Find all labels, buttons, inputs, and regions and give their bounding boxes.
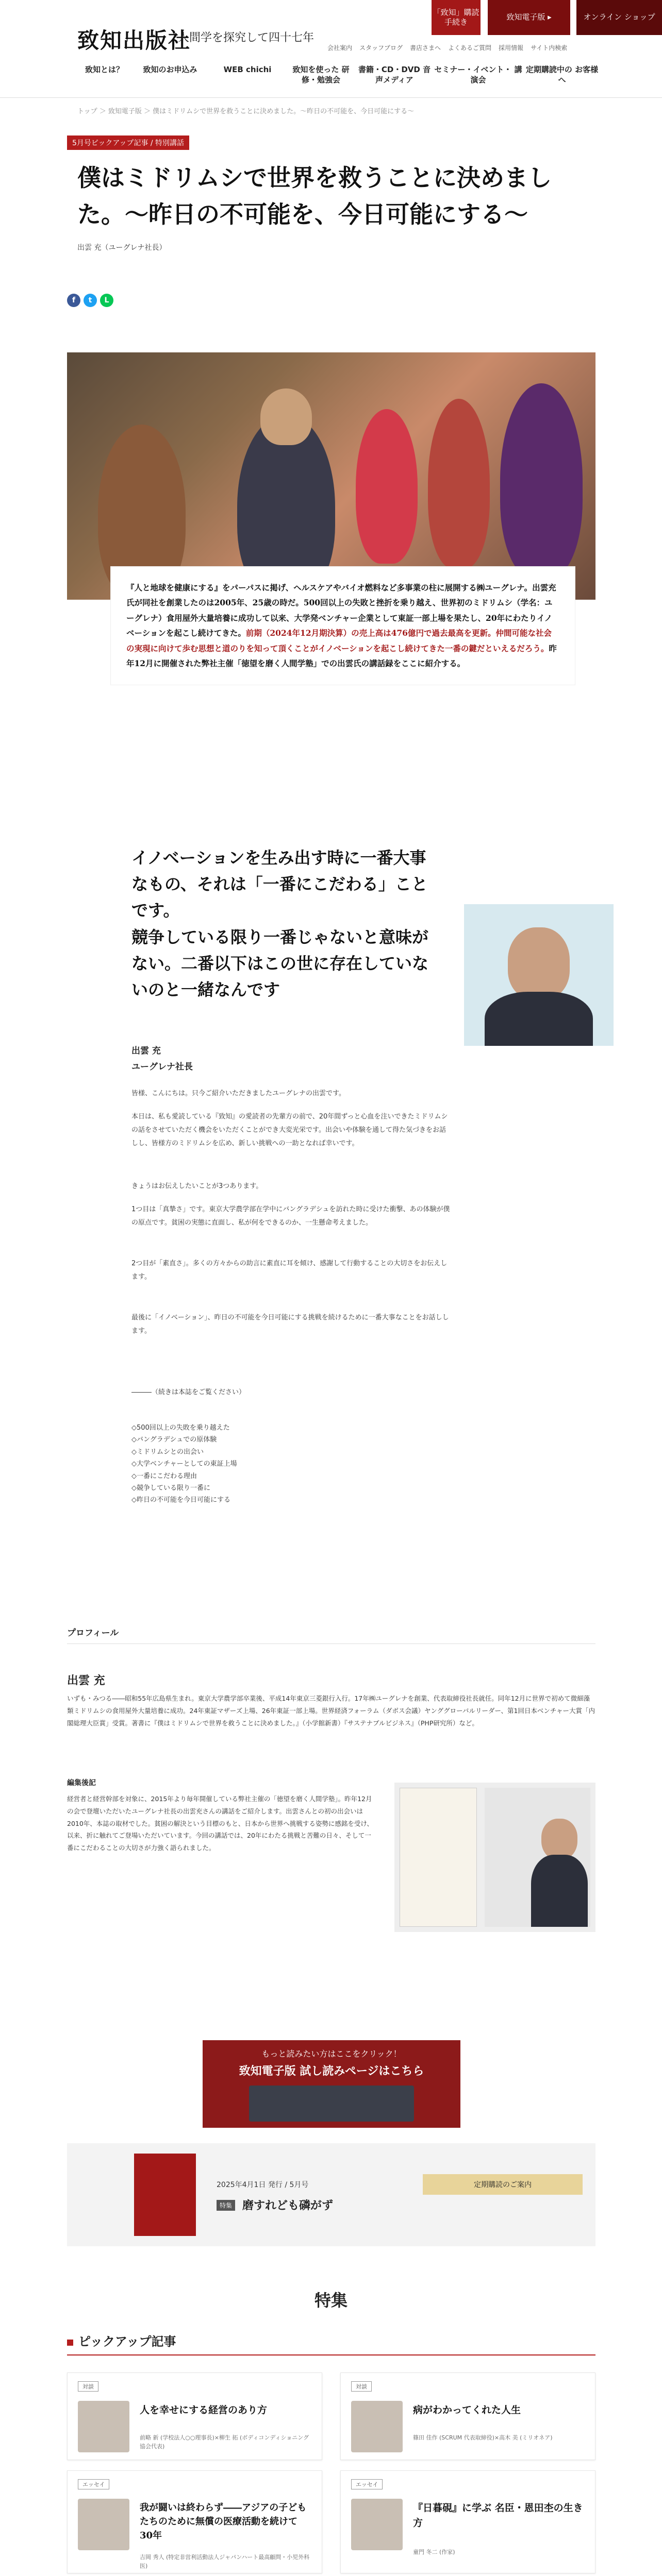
- subscribe-button[interactable]: 「致知」購読 手続き: [432, 0, 481, 35]
- child-figure: [428, 399, 490, 569]
- caption-highlight: 前期（2024年12月期決算）の売上高は476億円で過去最高を更新。仲間可能な社会の実現に向けて歩む思想と道のりを知って頂くことがイノベーションを起こし続けてきた一番の鍵だといえるだろう。: [126, 628, 552, 653]
- util-link[interactable]: 書店さまへ: [410, 44, 441, 52]
- author-line: 出雲 充（ユーグレナ社長）: [77, 244, 167, 252]
- article-card[interactable]: [67, 2470, 322, 2573]
- online-shop-button[interactable]: オンライン ショップ: [576, 0, 662, 35]
- issue-theme-label: 特集: [217, 2200, 235, 2211]
- card-author: 前略 新 (学校法人○○理事長)×柳生 拓 (ボディコンディショニング協会代表): [140, 2434, 309, 2450]
- portrait-suit: [531, 1855, 588, 1927]
- nav-item[interactable]: 致知のお申込み: [143, 65, 197, 74]
- card-author: 童門 冬二 (作家): [413, 2549, 455, 2555]
- body-paragraph: 最後に「イノベーション」、昨日の不可能を今日可能にする挑戦を続けるために一番大事なことをお話しします。: [131, 1314, 449, 1335]
- nav-item[interactable]: 書籍・CD・DVD 音声メディア: [358, 65, 431, 84]
- magazine-spread: [485, 1788, 590, 1927]
- breadcrumb[interactable]: トップ ＞ 致知電子版 ＞ 僕はミドリムシで世界を救うことに決めました。〜昨日の不可能を、今日可能にする〜: [77, 108, 415, 115]
- nav-item[interactable]: セミナー・イベント・ 講演会: [434, 65, 522, 84]
- card-label: 対談: [78, 2381, 98, 2392]
- card-thumbnail: [351, 2499, 403, 2550]
- caption-text: 『人と地球を健康にする』をパーパスに掲げ、ヘルスケアやバイオ燃料など多事業の柱に展開する㈱ユーグレナ。出雲充氏が同社を創業したのは2005年、25歳の時だ。500回以上の失敗と挫折を乗り越え、世界初のミドリムシ（学名：ユーグレナ）食用屋外大量培養に成功して以来、大学発ベンチャー企業として東証一部上場を果たし、20年にわたりイノベーションを起こし続けてきた。: [126, 583, 556, 638]
- pickup-heading-text: ピックアップ記事: [78, 2334, 176, 2349]
- body-paragraph: 2つ目が「素直さ」。多くの方々からの助言に素直に耳を傾け、感謝して行動することの大切さをお伝えします。: [131, 1260, 448, 1281]
- editor-text: 経営者と経営幹部を対象に、2015年より毎年開催している弊社主催の「徳望を磨く人間学塾」。昨年12月の会で登壇いただいたユーグレナ社長の出雲充さんの講話をご紹介します。出雲さんとの初の出会いは2010年、本誌の取材でした。貧困の解決という目標のもと、日本から世界へ挑戦する姿勢に感銘を受け、以来、折に触れてご登場いただいています。今回の講話では、20年にわたる挑戦と苦難の日々、そして一番にこだわることの大切さが力強く語られました。: [67, 1795, 373, 1852]
- child-figure: [356, 409, 418, 564]
- pickup-heading: [67, 2331, 595, 2355]
- issue-cover: [134, 2154, 196, 2236]
- line-icon[interactable]: L: [100, 294, 113, 307]
- square-icon: [67, 2340, 73, 2346]
- toc-item: ◇一番にこだわる理由: [131, 1472, 197, 1480]
- trial-read-banner[interactable]: [203, 2040, 460, 2128]
- card-author: 吉岡 秀人 (特定非営利活動法人ジャパンハート最高顧問・小児外科医): [140, 2554, 310, 2569]
- util-link[interactable]: スタッフブログ: [359, 44, 403, 52]
- main-nav: [0, 58, 662, 98]
- device-mockup: [249, 2086, 414, 2122]
- magazine-page: [400, 1788, 477, 1927]
- utility-nav: [327, 43, 657, 52]
- toc-list: [131, 1422, 451, 1506]
- share-buttons: [67, 294, 113, 307]
- man-face: [260, 388, 312, 445]
- card-label: エッセイ: [78, 2479, 109, 2489]
- util-link[interactable]: 採用情報: [499, 44, 524, 52]
- ebook-button[interactable]: 致知電子版 ▸: [488, 0, 570, 35]
- portrait-face: [508, 927, 570, 999]
- hero-photo: [67, 352, 595, 600]
- article-card[interactable]: [67, 2372, 322, 2460]
- card-label: エッセイ: [351, 2479, 383, 2489]
- body-paragraph: 1つ目は「真摯さ」です。東京大学農学部在学中にバングラデシュを訪れた時に受けた衝撃、あの体験が僕の原点です。貧困の実態に直面し、私が何をできるのか、一生懸命考えました。: [131, 1206, 450, 1227]
- card-title: 人を幸せにする経営のあり方: [140, 2404, 268, 2416]
- speaker-portrait: [464, 904, 614, 1046]
- special-title: 特集: [314, 2291, 347, 2310]
- util-link[interactable]: 会社案内: [327, 44, 353, 52]
- current-issue: [67, 2143, 595, 2246]
- nav-item[interactable]: 定期購読中の お客様へ: [525, 65, 599, 84]
- category-tag[interactable]: 5月号ピックアップ記事 / 特別講話: [67, 135, 189, 150]
- util-link[interactable]: サイト内検索: [531, 44, 568, 52]
- body-paragraph: 皆様、こんにちは。只今ご紹介いただきましたユーグレナの出雲です。: [131, 1090, 345, 1097]
- util-link[interactable]: よくあるご質問: [448, 44, 492, 52]
- profile-bio: いずも・みつる――昭和55年広島県生まれ。東京大学農学部卒業後、平成14年東京三菱銀行入行。17年㈱ユーグレナを創業、代表取締役社長就任。同年12月に世界で初めて微細藻類ミドリムシの食用屋外大量培養に成功。24年東証マザーズ上場、26年東証一部上場。世界経済フォーラム（ダボス会議）ヤンググローバルリーダー、第1回日本ベンチャー大賞「内閣総理大臣賞」受賞。著書に『僕はミドリムシで世界を救うことに決めました。』（小学館新書）『サステナブルビジネス』（PHP研究所）など。: [67, 1694, 595, 1727]
- subscribe-info-button[interactable]: 定期購読のご案内: [423, 2174, 583, 2195]
- issue-theme: 磨すれども磷がず: [242, 2199, 334, 2212]
- card-thumbnail: [78, 2401, 129, 2452]
- toc-item: ◇500回以上の失敗を乗り越えた: [131, 1424, 230, 1432]
- speaker-info: [131, 1043, 193, 1075]
- toc-intro: ―――（続きは本誌をご覧ください）: [131, 1388, 246, 1396]
- card-thumbnail: [78, 2499, 129, 2550]
- banner-line1: もっと読みたい方はここをクリック！: [261, 2049, 402, 2059]
- speaker-role: ユーグレナ社長: [131, 1061, 193, 1072]
- article-title: 僕はミドリムシで世界を救うことに決めました。〜昨日の不可能を、今日可能にする〜: [77, 164, 552, 229]
- toc-item: ◇大学ベンチャーとしての東証上場: [131, 1460, 237, 1468]
- twitter-icon[interactable]: t: [84, 294, 97, 307]
- card-thumbnail: [351, 2401, 403, 2452]
- toc-item: ◇ミドリムシとの出会い: [131, 1448, 204, 1456]
- nav-item[interactable]: 致知を使った 研修・勉強会: [292, 65, 350, 84]
- nav-item[interactable]: 致知とは？: [85, 65, 124, 74]
- profile-label: プロフィール: [67, 1628, 119, 1638]
- hero-caption: [111, 567, 575, 685]
- portrait-suit: [485, 992, 593, 1046]
- toc-item: ◇バングラデシュでの原体験: [131, 1436, 217, 1444]
- magazine-images: [394, 1783, 595, 1932]
- child-figure: [500, 383, 583, 579]
- editor-label: 編集後記: [67, 1779, 96, 1787]
- card-title: 『日暮硯』に学ぶ 名臣・恩田杢の生き方: [413, 2502, 583, 2529]
- site-tagline: 人間学を探究して四十七年: [178, 31, 315, 44]
- nav-item[interactable]: WEB chichi: [223, 65, 272, 74]
- issue-date: 2025年4月1日 発行 / 5月号: [217, 2181, 309, 2189]
- toc-item: ◇昨日の不可能を今日可能にする: [131, 1496, 230, 1504]
- card-label: 対談: [351, 2381, 372, 2392]
- portrait-face: [541, 1819, 577, 1860]
- speaker-name: 出雲 充: [131, 1046, 161, 1056]
- facebook-icon[interactable]: f: [67, 294, 80, 307]
- profile-name: 出雲 充: [67, 1674, 105, 1687]
- card-title: 病がわかってくれた人生: [413, 2404, 521, 2416]
- card-title: 我が闘いは終わらず――アジアの子どもたちのために無償の医療活動を続けて30年: [140, 2502, 307, 2541]
- toc-item: ◇競争している限り一番に: [131, 1484, 210, 1492]
- article-card[interactable]: [340, 2372, 595, 2460]
- site-logo[interactable]: 致知出版社: [77, 28, 191, 53]
- body-paragraph: きょうはお伝えしたいことが3つあります。: [131, 1182, 263, 1190]
- caption-text-end: 昨年12月に開催された弊社主催「徳望を磨く人間学塾」での出雲氏の講話録をここに紹介する。: [126, 643, 557, 669]
- lead-quote: イノベーションを生み出す時に一番大事なもの、それは「一番にこだわる」ことです。 競争している限り一番じゃないと意味がない。二番以下はこの世に存在していないのと一緒なんです: [131, 848, 429, 999]
- body-paragraph: 本日は、私も愛読している『致知』の愛読者の先輩方の前で、20年間ずっと心血を注いできたミドリムシの話をさせていただく機会をいただくことができ大変光栄です。出会いや体験を通して得た気づきをお話しし、皆様方のミドリムシを広め、新しい挑戦への一助となれば幸いです。: [131, 1113, 448, 1147]
- article-card[interactable]: [340, 2470, 595, 2573]
- card-author: 篠田 佳作 (SCRUM 代表取締役)×高木 美 (ミリオネア): [413, 2434, 553, 2441]
- divider: [67, 1643, 595, 1644]
- banner-line2: 致知電子版 試し読みページはこちら: [239, 2065, 424, 2078]
